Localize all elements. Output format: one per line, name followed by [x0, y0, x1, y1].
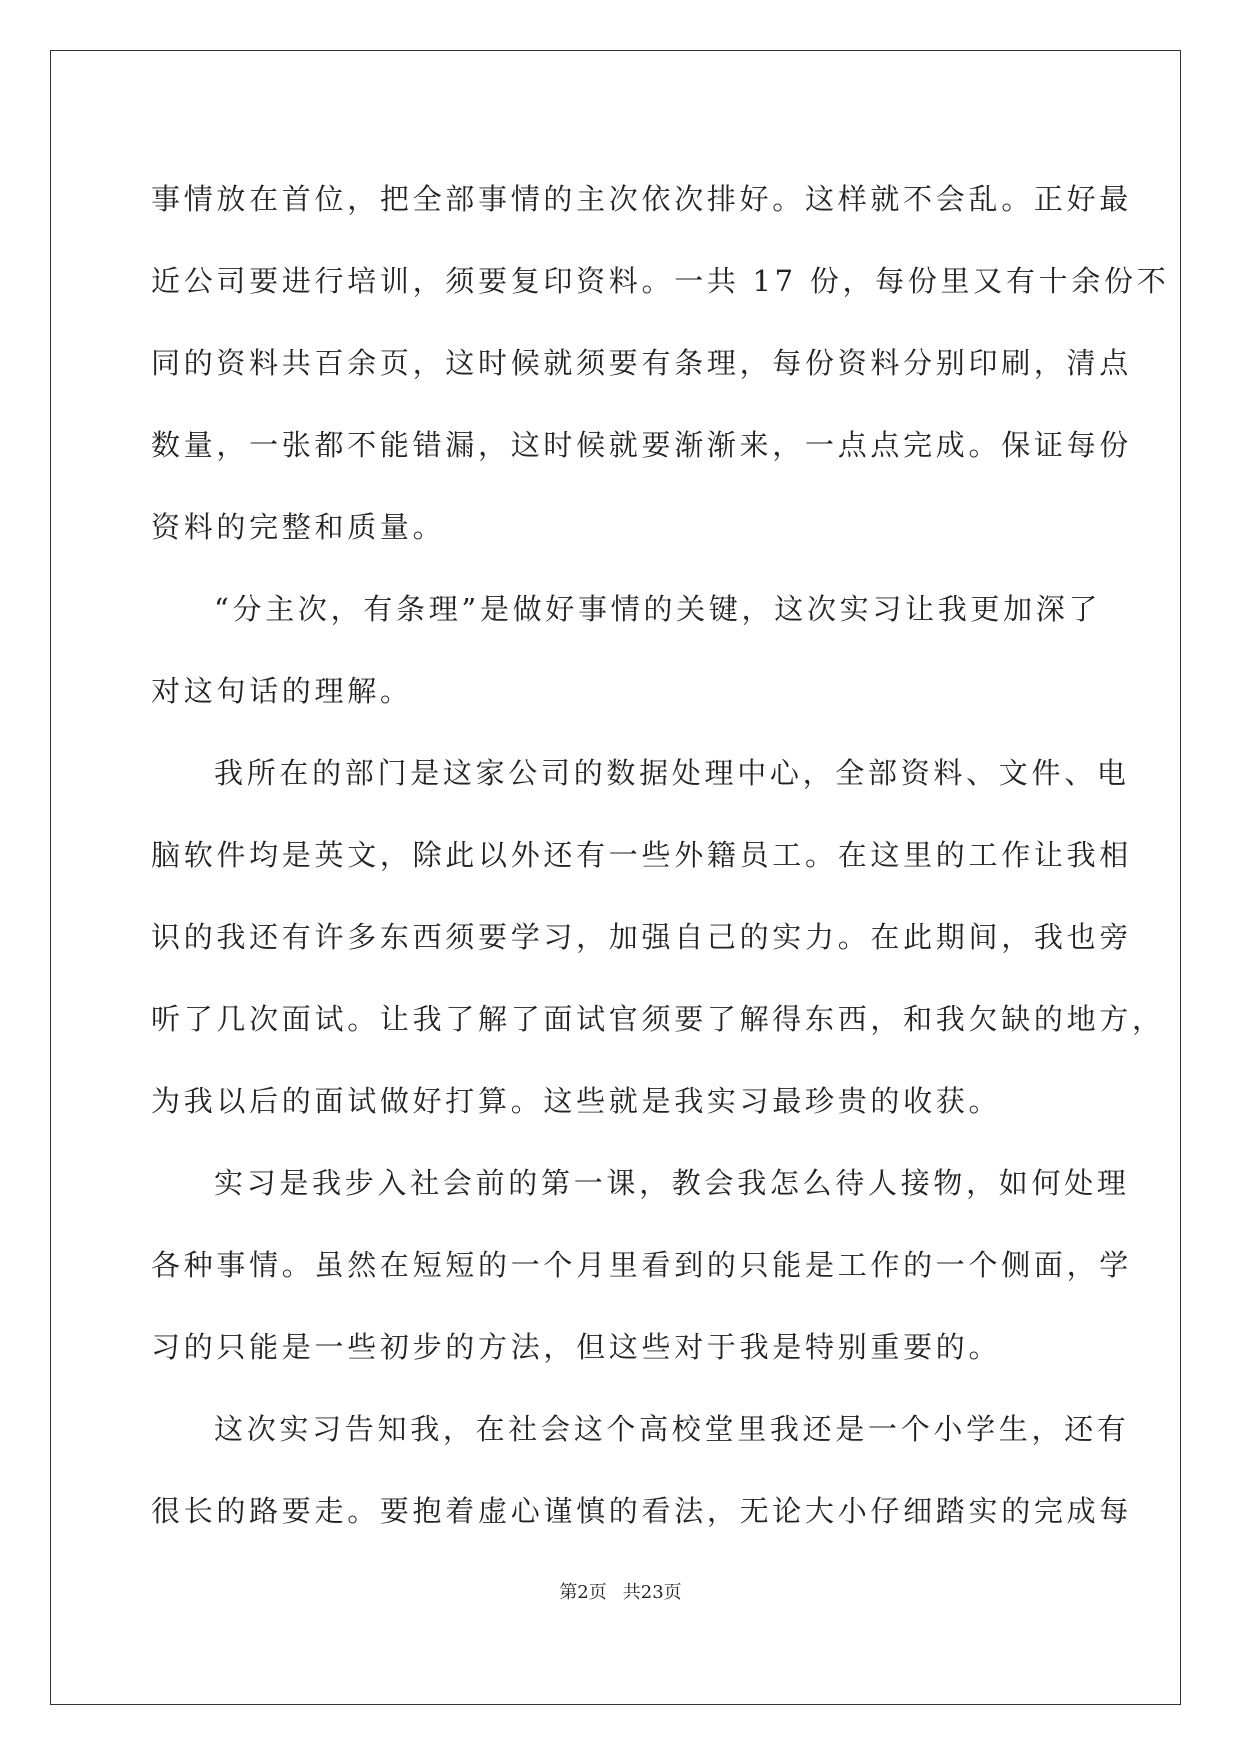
- paragraph-start-line: 我所在的部门是这家公司的数据处理中心，全部资料、文件、电: [214, 756, 1130, 790]
- text-line: 同的资料共百余页，这时候就须要有条理，每份资料分别印刷，清点: [151, 346, 1133, 380]
- text-line: 很长的路要走。要抱着虚心谨慎的看法，无论大小仔细踏实的完成每: [151, 1494, 1133, 1528]
- text-line: 为我以后的面试做好打算。这些就是我实习最珍贵的收获。: [151, 1084, 1002, 1118]
- text-line: 对这句话的理解。: [151, 674, 413, 708]
- document-body: [151, 158, 1170, 1552]
- text-line: 习的只能是一些初步的方法，但这些对于我是特别重要的。: [151, 1330, 1002, 1364]
- paragraph-start-line: “分主次，有条理”是做好事情的关键，这次实习让我更加深了: [214, 592, 1102, 626]
- text-line: 识的我还有许多东西须要学习，加强自己的实力。在此期间，我也旁: [151, 920, 1133, 954]
- page-number: 第2页: [559, 1582, 607, 1603]
- text-line: 资料的完整和质量。: [151, 510, 446, 544]
- text-line: 数量，一张都不能错漏，这时候就要渐渐来，一点点完成。保证每份: [151, 428, 1133, 462]
- text-line: 各种事情。虽然在短短的一个月里看到的只能是工作的一个侧面，学: [151, 1248, 1133, 1282]
- page-total: 共23页: [622, 1582, 682, 1603]
- text-line: 事情放在首位，把全部事情的主次依次排好。这样就不会乱。正好最: [151, 182, 1133, 216]
- paragraph-start-line: 这次实习告知我，在社会这个高校堂里我还是一个小学生，还有: [214, 1412, 1130, 1446]
- page-footer: [0, 1578, 1241, 1604]
- text-line: 听了几次面试。让我了解了面试官须要了解得东西，和我欠缺的地方，: [151, 1002, 1165, 1036]
- paragraph-start-line: 实习是我步入社会前的第一课，教会我怎么待人接物，如何处理: [214, 1166, 1130, 1200]
- text-line: 脑软件均是英文，除此以外还有一些外籍员工。在这里的工作让我相: [151, 838, 1133, 872]
- text-line: 近公司要进行培训，须要复印资料。一共 17 份，每份里又有十余份不: [151, 264, 1170, 298]
